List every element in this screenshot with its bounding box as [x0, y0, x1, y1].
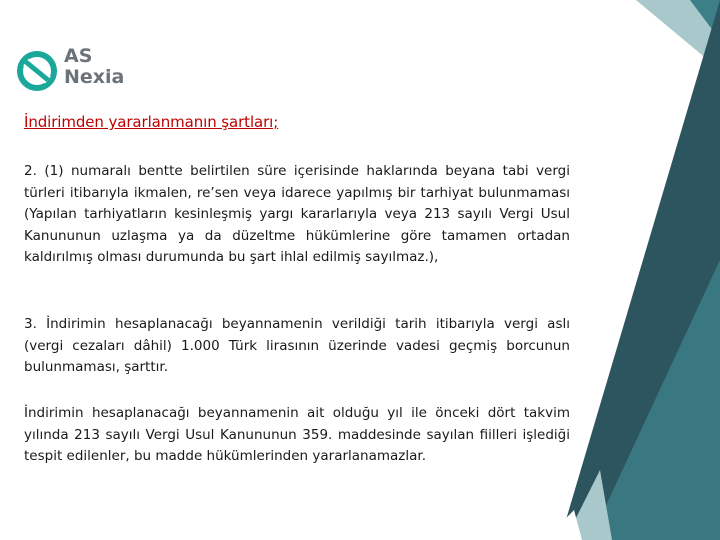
- logo-line-1: AS: [64, 45, 93, 67]
- paragraph-condition-2: 2. (1) numaralı bentte belirtilen süre içerisinde haklarında beyana tabi vergi türleri itibarıyla ikmalen, re’sen veya idarece yapılmış bir tarhiyat bulunmaması (Yapılan tarhiyatların kesinleşmiş yargı kararlarıyla veya 213 sayılı Vergi Usul Kanununun uzlaşma ya da düzeltme hükümlerine göre tamamen ortadan kaldırılmış olması durumunda bu şart ihlal edilmiş sayılmaz.),: [24, 163, 570, 265]
- paragraph-exclusion: İndirimin hesaplanacağı beyannamenin ait olduğu yıl ile önceki dört takvim yılında 213 sayılı Vergi Usul Kanununun 359. maddesinde sayılan fiilleri işlediği tespit edilenler, bu madde hükümlerinden yararlanamazlar.: [24, 405, 570, 464]
- as-nexia-logo: [16, 46, 136, 96]
- section-heading: İndirimden yararlanmanın şartları;: [24, 113, 279, 131]
- nexia-logo-icon: [16, 50, 58, 92]
- logo-line-2: Nexia: [64, 66, 125, 88]
- logo-text: [64, 46, 124, 88]
- paragraph-condition-3: 3. İndirimin hesaplanacağı beyannamenin verildiği tarih itibarıyla vergi aslı (vergi cezaları dâhil) 1.000 Türk lirasının üzerinde vadesi geçmiş borcunun bulunmaması, şarttır.: [24, 316, 570, 375]
